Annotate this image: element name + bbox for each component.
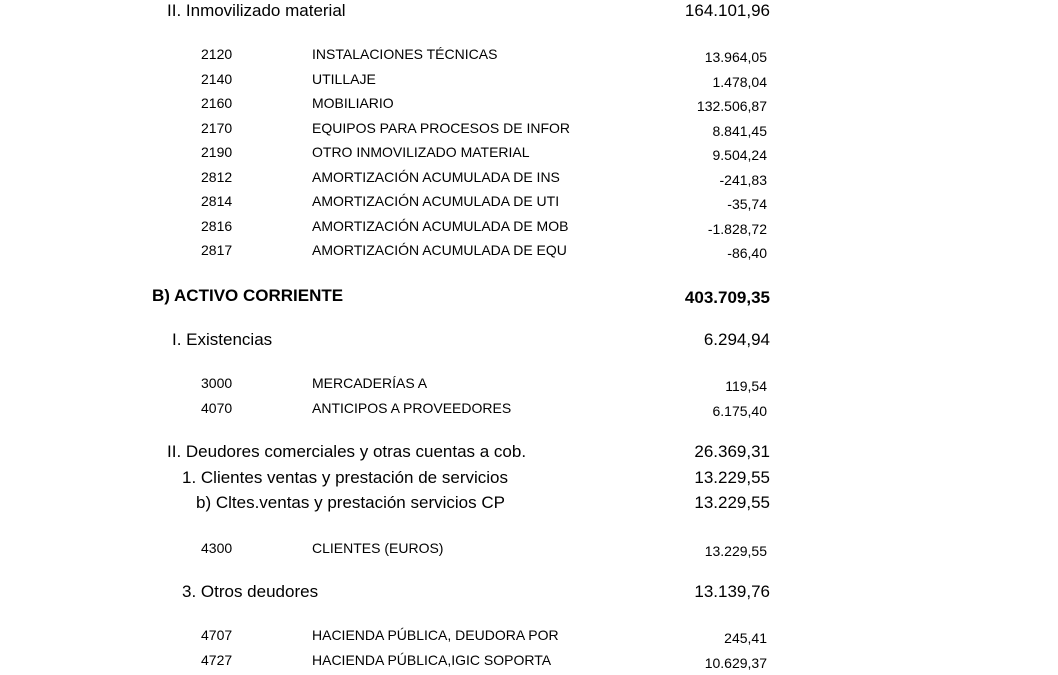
section-label: II. Deudores comerciales y otras cuentas a cob.	[167, 442, 527, 461]
account-amount: 10.629,37	[704, 655, 767, 671]
account-name: INSTALACIONES TÉCNICAS	[312, 46, 498, 62]
account-code: 4300	[201, 540, 233, 556]
account-code: 4727	[201, 652, 233, 668]
account-name: UTILLAJE	[312, 71, 376, 87]
subsection-label: 3. Otros deudores	[182, 582, 319, 601]
subsection-total: 13.229,55	[694, 493, 770, 512]
account-name: AMORTIZACIÓN ACUMULADA DE MOB	[312, 218, 569, 234]
section-label: II. Inmovilizado material	[167, 1, 346, 20]
account-code: 3000	[201, 375, 233, 391]
account-name: AMORTIZACIÓN ACUMULADA DE INS	[312, 169, 560, 185]
account-amount: 9.504,24	[712, 147, 767, 163]
subsection-label: 1. Clientes ventas y prestación de servicios	[182, 468, 508, 487]
subsection-total: 13.229,55	[694, 468, 770, 487]
account-code: 2814	[201, 193, 233, 209]
account-amount: -35,74	[727, 196, 767, 212]
account-code: 2190	[201, 144, 233, 160]
account-amount: -86,40	[727, 245, 767, 261]
section-total: 403.709,35	[684, 288, 770, 307]
section-total: 26.369,31	[694, 442, 770, 461]
account-code: 2816	[201, 218, 233, 234]
account-name: AMORTIZACIÓN ACUMULADA DE EQU	[312, 242, 567, 258]
account-code: 4707	[201, 627, 233, 643]
account-code: 2140	[201, 71, 233, 87]
section-label: B) ACTIVO CORRIENTE	[152, 286, 344, 305]
account-amount: 13.229,55	[704, 543, 767, 559]
account-code: 2170	[201, 120, 233, 136]
account-amount: 132.506,87	[696, 98, 767, 114]
account-name: CLIENTES (EUROS)	[312, 540, 444, 556]
account-code: 2812	[201, 169, 233, 185]
subsection-label: b) Cltes.ventas y prestación servicios CP	[196, 493, 505, 512]
account-amount: 13.964,05	[704, 49, 767, 65]
account-code: 2817	[201, 242, 233, 258]
account-name: AMORTIZACIÓN ACUMULADA DE UTI	[312, 193, 560, 209]
account-amount: 8.841,45	[712, 123, 767, 139]
account-name: OTRO INMOVILIZADO MATERIAL	[312, 144, 530, 160]
subsection-total: 13.139,76	[694, 582, 770, 601]
account-amount: 119,54	[725, 378, 767, 394]
account-name: HACIENDA PÚBLICA,IGIC SOPORTA	[312, 652, 552, 668]
account-amount: -1.828,72	[707, 221, 767, 237]
account-amount: 6.175,40	[712, 403, 767, 419]
account-name: ANTICIPOS A PROVEEDORES	[312, 400, 512, 416]
account-name: EQUIPOS PARA PROCESOS DE INFOR	[312, 120, 571, 136]
section-total: 164.101,96	[684, 1, 770, 20]
account-amount: 1.478,04	[712, 74, 767, 90]
account-code: 4070	[201, 400, 233, 416]
section-label: I. Existencias	[172, 330, 273, 349]
section-total: 6.294,94	[703, 330, 770, 349]
account-code: 2120	[201, 46, 233, 62]
account-name: MOBILIARIO	[312, 95, 394, 111]
account-code: 2160	[201, 95, 233, 111]
account-amount: -241,83	[719, 172, 767, 188]
account-name: HACIENDA PÚBLICA, DEUDORA POR	[312, 627, 559, 643]
account-amount: 245,41	[724, 630, 767, 646]
account-name: MERCADERÍAS A	[312, 375, 428, 391]
